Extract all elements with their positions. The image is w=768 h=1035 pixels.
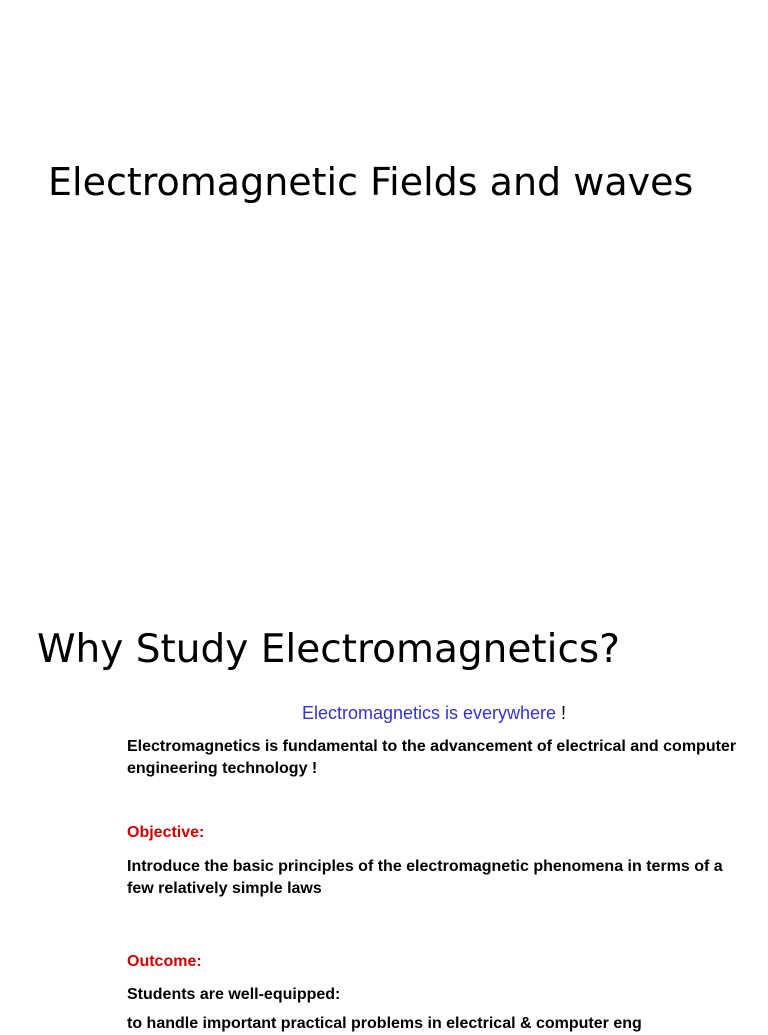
tagline-text: Electromagnetics is everywhere: [301, 703, 557, 723]
objective-heading: Objective:: [127, 824, 205, 841]
slide-1-title: Electromagnetic Fields and waves: [48, 160, 694, 204]
slide-2-title: Why Study Electromagnetics?: [37, 627, 620, 672]
tagline-suffix: !: [556, 703, 567, 723]
intro-paragraph: Electromagnetics is fundamental to the advancement of electrical and computer engineering technology !: [127, 738, 737, 777]
outcome-item: to handle important practical problems in electrical & computer eng: [127, 1015, 642, 1032]
outcome-text: Students are well-equipped:: [127, 986, 341, 1003]
tagline: [0, 701, 768, 725]
objective-text: Introduce the basic principles of the electromagnetic phenomena in terms of a few relatively simple laws: [127, 858, 723, 897]
outcome-heading: Outcome:: [127, 953, 202, 970]
